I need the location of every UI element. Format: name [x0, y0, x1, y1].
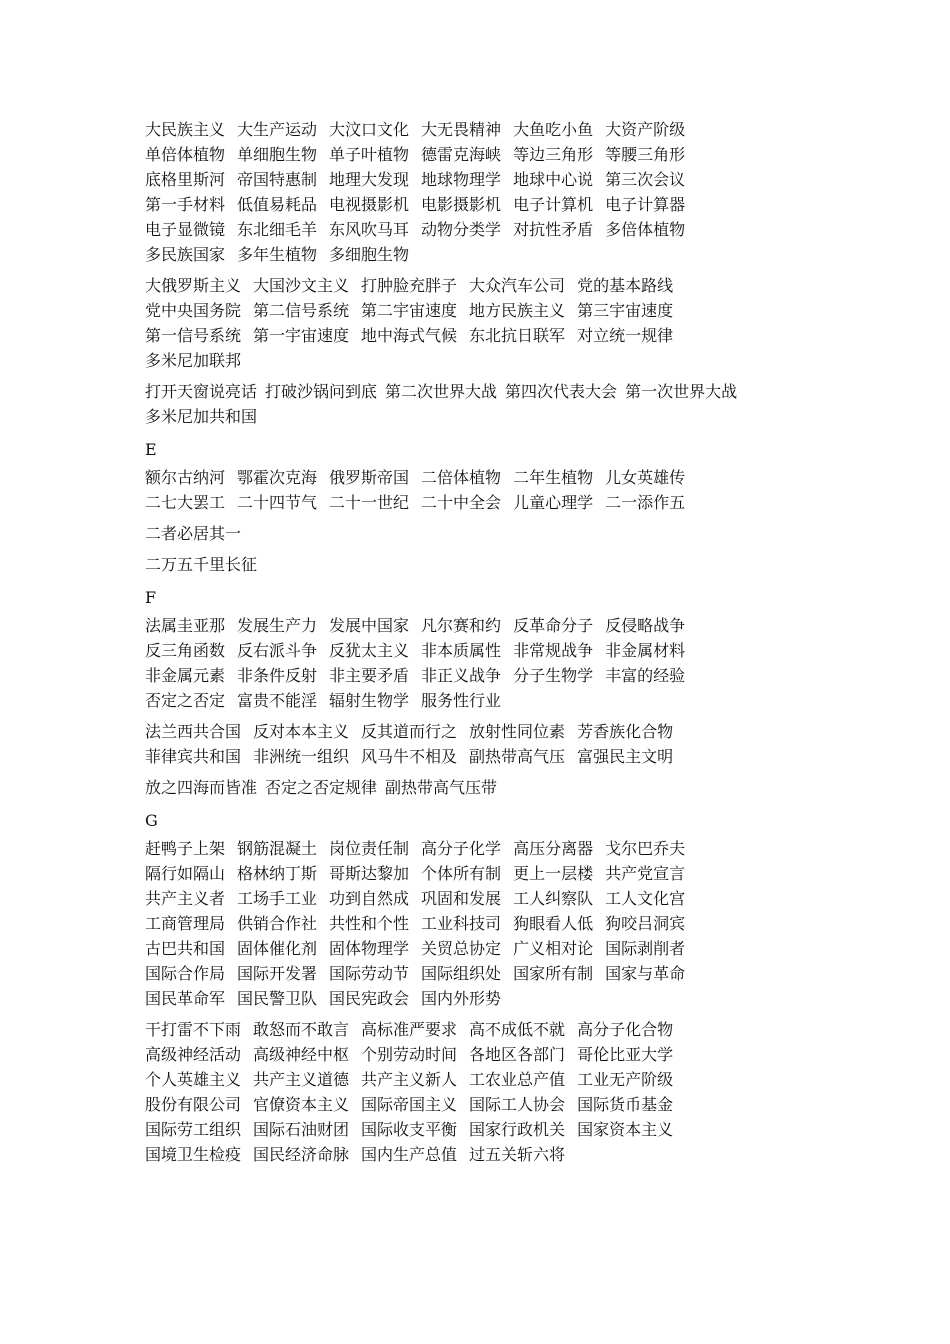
word-entry: 国际货币基金 [577, 1095, 674, 1114]
word-entry: 对抗性矛盾 [513, 220, 594, 239]
word-entry: 大民族主义 [145, 120, 226, 139]
word-entry: 高级神经活动 [145, 1045, 242, 1064]
word-entry: 多倍体植物 [605, 220, 686, 239]
word-entry: 二倍体植物 [421, 468, 502, 487]
word-entry: 电子显微镜 [145, 220, 226, 239]
word-entry: 俄罗斯帝国 [329, 468, 410, 487]
word-entry: 钢筋混凝土 [237, 839, 318, 858]
word-entry: 工农业总产值 [469, 1070, 566, 1089]
word-entry: 格林纳丁斯 [237, 864, 318, 883]
word-line [145, 688, 845, 713]
word-entry: 非主要矛盾 [329, 666, 410, 685]
word-entry: 共产主义者 [145, 889, 226, 908]
word-line [145, 613, 845, 638]
word-entry: 二年生植物 [513, 468, 594, 487]
word-entry: 地方民族主义 [469, 301, 566, 320]
word-entry: 二者必居其一 [145, 524, 242, 543]
word-entry: 鄂霍次克海 [237, 468, 318, 487]
word-list-page [145, 117, 845, 1167]
word-entry: 底格里斯河 [145, 170, 226, 189]
word-entry: 敢怒而不敢言 [253, 1020, 350, 1039]
word-paragraph [145, 775, 845, 800]
word-entry: 第二信号系统 [253, 301, 350, 320]
word-line [145, 323, 845, 348]
word-entry: 隔行如隔山 [145, 864, 226, 883]
word-line [145, 1092, 845, 1117]
word-entry: 地理大发现 [329, 170, 410, 189]
word-entry: 东北抗日联军 [469, 326, 566, 345]
word-entry: 大生产运动 [237, 120, 318, 139]
word-entry: 分子生物学 [513, 666, 594, 685]
word-line [145, 911, 845, 936]
word-entry: 共产党宣言 [605, 864, 686, 883]
word-entry: 否定之否定规律 [265, 778, 378, 797]
word-entry: 工业无产阶级 [577, 1070, 674, 1089]
word-line [145, 192, 845, 217]
word-entry: 国际工人协会 [469, 1095, 566, 1114]
word-entry: 国际帝国主义 [361, 1095, 458, 1114]
word-entry: 国际劳动节 [329, 964, 410, 983]
word-entry: 发展生产力 [237, 616, 318, 635]
word-entry: 国际组织处 [421, 964, 502, 983]
word-entry: 非条件反射 [237, 666, 318, 685]
word-line [145, 936, 845, 961]
word-paragraph [145, 465, 845, 515]
word-entry: 东北细毛羊 [237, 220, 318, 239]
word-entry: 地中海式气候 [361, 326, 458, 345]
word-entry: 国际石油财团 [253, 1120, 350, 1139]
word-entry: 德雷克海峡 [421, 145, 502, 164]
word-entry: 否定之否定 [145, 691, 226, 710]
word-line [145, 861, 845, 886]
word-entry: 狗眼看人低 [513, 914, 594, 933]
word-line [145, 1042, 845, 1067]
word-line [145, 719, 845, 744]
word-entry: 国民经济命脉 [253, 1145, 350, 1164]
word-entry: 个人英雄主义 [145, 1070, 242, 1089]
word-entry: 第一次世界大战 [625, 382, 738, 401]
word-entry: 副热带高气压 [469, 747, 566, 766]
word-entry: 副热带高气压带 [385, 778, 498, 797]
word-line [145, 1017, 845, 1042]
word-entry: 风马牛不相及 [361, 747, 458, 766]
word-entry: 国民宪政会 [329, 989, 410, 1008]
word-line [145, 1117, 845, 1142]
word-entry: 国际剥削者 [605, 939, 686, 958]
word-entry: 个别劳动时间 [361, 1045, 458, 1064]
word-entry: 反犹太主义 [329, 641, 410, 660]
word-entry: 岗位责任制 [329, 839, 410, 858]
word-entry: 儿女英雄传 [605, 468, 686, 487]
word-entry: 大俄罗斯主义 [145, 276, 242, 295]
word-paragraph [145, 719, 845, 769]
word-entry: 非常规战争 [513, 641, 594, 660]
word-entry: 股份有限公司 [145, 1095, 242, 1114]
word-entry: 工业科技司 [421, 914, 502, 933]
word-entry: 反三角函数 [145, 641, 226, 660]
word-entry: 第一宇宙速度 [253, 326, 350, 345]
word-entry: 打破沙锅问到底 [265, 382, 378, 401]
word-line [145, 1067, 845, 1092]
word-entry: 大国沙文主义 [253, 276, 350, 295]
word-entry: 第二次世界大战 [385, 382, 498, 401]
word-line [145, 404, 845, 429]
word-entry: 共性和个性 [329, 914, 410, 933]
word-entry: 大资产阶级 [605, 120, 686, 139]
section-heading: F [145, 588, 157, 607]
word-entry: 等边三角形 [513, 145, 594, 164]
word-entry: 动物分类学 [421, 220, 502, 239]
word-entry: 国家所有制 [513, 964, 594, 983]
word-entry: 哥伦比亚大学 [577, 1045, 674, 1064]
word-entry: 反右派斗争 [237, 641, 318, 660]
word-paragraph [145, 521, 845, 546]
word-line [145, 775, 845, 800]
word-entry: 国际劳工组织 [145, 1120, 242, 1139]
word-entry: 关贸总协定 [421, 939, 502, 958]
word-entry: 高分子化学 [421, 839, 502, 858]
word-line [145, 886, 845, 911]
word-entry: 多民族国家 [145, 245, 226, 264]
word-paragraph [145, 836, 845, 1011]
word-entry: 国际开发署 [237, 964, 318, 983]
word-entry: 多米尼加共和国 [145, 407, 258, 426]
word-entry: 地球物理学 [421, 170, 502, 189]
word-entry: 高压分离器 [513, 839, 594, 858]
word-entry: 单倍体植物 [145, 145, 226, 164]
word-line [145, 961, 845, 986]
word-entry: 官僚资本主义 [253, 1095, 350, 1114]
word-entry: 富强民主文明 [577, 747, 674, 766]
word-entry: 非本质属性 [421, 641, 502, 660]
word-entry: 大汶口文化 [329, 120, 410, 139]
word-entry: 二七大罢工 [145, 493, 226, 512]
word-entry: 电子计算机 [513, 195, 594, 214]
word-line [145, 242, 845, 267]
word-entry: 高分子化合物 [577, 1020, 674, 1039]
word-entry: 工场手工业 [237, 889, 318, 908]
word-entry: 菲律宾共和国 [145, 747, 242, 766]
word-entry: 额尔古纳河 [145, 468, 226, 487]
word-entry: 国家资本主义 [577, 1120, 674, 1139]
word-paragraph [145, 613, 845, 713]
word-entry: 戈尔巴乔夫 [605, 839, 686, 858]
word-entry: 单子叶植物 [329, 145, 410, 164]
word-entry: 非洲统一组织 [253, 747, 350, 766]
word-entry: 服务性行业 [421, 691, 502, 710]
word-entry: 国家与革命 [605, 964, 686, 983]
word-entry: 共产主义新人 [361, 1070, 458, 1089]
word-entry: 二一添作五 [605, 493, 686, 512]
word-entry: 国家行政机关 [469, 1120, 566, 1139]
word-entry: 反侵略战争 [605, 616, 686, 635]
word-entry: 哥斯达黎加 [329, 864, 410, 883]
word-entry: 第三次会议 [605, 170, 686, 189]
word-entry: 第一手材料 [145, 195, 226, 214]
word-entry: 高标准严要求 [361, 1020, 458, 1039]
word-line [145, 744, 845, 769]
word-entry: 第三宇宙速度 [577, 301, 674, 320]
word-entry: 法兰西共合国 [145, 722, 242, 741]
word-entry: 国际合作局 [145, 964, 226, 983]
word-entry: 反革命分子 [513, 616, 594, 635]
word-line [145, 1142, 845, 1167]
word-paragraph [145, 379, 845, 429]
word-entry: 帝国特惠制 [237, 170, 318, 189]
word-line [145, 552, 845, 577]
word-entry: 功到自然成 [329, 889, 410, 908]
word-line [145, 379, 845, 404]
word-entry: 多细胞生物 [329, 245, 410, 264]
word-entry: 二万五千里长征 [145, 555, 258, 574]
word-entry: 工人文化宫 [605, 889, 686, 908]
word-entry: 国际收支平衡 [361, 1120, 458, 1139]
word-entry: 第一信号系统 [145, 326, 242, 345]
word-entry: 高级神经中枢 [253, 1045, 350, 1064]
word-line [145, 490, 845, 515]
word-line [145, 217, 845, 242]
word-entry: 狗咬吕洞宾 [605, 914, 686, 933]
word-entry: 放之四海而皆准 [145, 778, 258, 797]
word-entry: 芳香族化合物 [577, 722, 674, 741]
word-entry: 反对本本主义 [253, 722, 350, 741]
section-heading: G [145, 811, 158, 830]
word-entry: 多米尼加联邦 [145, 351, 242, 370]
word-entry: 赶鸭子上架 [145, 839, 226, 858]
word-entry: 打肿脸充胖子 [361, 276, 458, 295]
word-entry: 儿童心理学 [513, 493, 594, 512]
word-paragraph [145, 552, 845, 577]
word-line [145, 986, 845, 1011]
word-entry: 工商管理局 [145, 914, 226, 933]
word-entry: 放射性同位素 [469, 722, 566, 741]
word-paragraph [145, 1017, 845, 1167]
word-entry: 干打雷不下雨 [145, 1020, 242, 1039]
word-entry: 各地区各部门 [469, 1045, 566, 1064]
word-line [145, 836, 845, 861]
word-entry: 非正义战争 [421, 666, 502, 685]
word-line [145, 167, 845, 192]
word-line [145, 465, 845, 490]
word-entry: 富贵不能淫 [237, 691, 318, 710]
word-line [145, 663, 845, 688]
word-paragraph [145, 117, 845, 267]
word-entry: 国民警卫队 [237, 989, 318, 1008]
word-entry: 东风吹马耳 [329, 220, 410, 239]
word-entry: 对立统一规律 [577, 326, 674, 345]
word-entry: 国境卫生检疫 [145, 1145, 242, 1164]
word-entry: 更上一层楼 [513, 864, 594, 883]
word-entry: 低值易耗品 [237, 195, 318, 214]
word-entry: 单细胞生物 [237, 145, 318, 164]
word-entry: 法属圭亚那 [145, 616, 226, 635]
word-entry: 地球中心说 [513, 170, 594, 189]
word-entry: 二十中全会 [421, 493, 502, 512]
word-line [145, 298, 845, 323]
word-entry: 凡尔赛和约 [421, 616, 502, 635]
word-entry: 党的基本路线 [577, 276, 674, 295]
word-entry: 第二宇宙速度 [361, 301, 458, 320]
word-entry: 古巴共和国 [145, 939, 226, 958]
word-entry: 大众汽车公司 [469, 276, 566, 295]
word-entry: 国民革命军 [145, 989, 226, 1008]
word-entry: 电视摄影机 [329, 195, 410, 214]
word-entry: 工人纠察队 [513, 889, 594, 908]
word-entry: 大鱼吃小鱼 [513, 120, 594, 139]
word-line [145, 521, 845, 546]
word-line [145, 117, 845, 142]
word-entry: 反其道而行之 [361, 722, 458, 741]
word-line [145, 638, 845, 663]
word-entry: 非金属材料 [605, 641, 686, 660]
word-entry: 固体催化剂 [237, 939, 318, 958]
word-entry: 第四次代表大会 [505, 382, 618, 401]
word-entry: 发展中国家 [329, 616, 410, 635]
word-entry: 巩固和发展 [421, 889, 502, 908]
word-entry: 多年生植物 [237, 245, 318, 264]
word-entry: 供销合作社 [237, 914, 318, 933]
word-entry: 大无畏精神 [421, 120, 502, 139]
section-heading: E [145, 440, 157, 459]
word-paragraph [145, 273, 845, 373]
word-entry: 电子计算器 [605, 195, 686, 214]
word-entry: 过五关斩六将 [469, 1145, 566, 1164]
word-entry: 个体所有制 [421, 864, 502, 883]
word-entry: 高不成低不就 [469, 1020, 566, 1039]
word-entry: 二十一世纪 [329, 493, 410, 512]
word-entry: 等腰三角形 [605, 145, 686, 164]
word-entry: 电影摄影机 [421, 195, 502, 214]
word-entry: 非金属元素 [145, 666, 226, 685]
word-entry: 固体物理学 [329, 939, 410, 958]
word-entry: 国内生产总值 [361, 1145, 458, 1164]
word-line [145, 142, 845, 167]
word-entry: 广义相对论 [513, 939, 594, 958]
word-entry: 辐射生物学 [329, 691, 410, 710]
word-entry: 党中央国务院 [145, 301, 242, 320]
word-entry: 丰富的经验 [605, 666, 686, 685]
word-line [145, 348, 845, 373]
word-line [145, 273, 845, 298]
word-entry: 国内外形势 [421, 989, 502, 1008]
word-entry: 共产主义道德 [253, 1070, 350, 1089]
word-entry: 打开天窗说亮话 [145, 382, 258, 401]
word-entry: 二十四节气 [237, 493, 318, 512]
